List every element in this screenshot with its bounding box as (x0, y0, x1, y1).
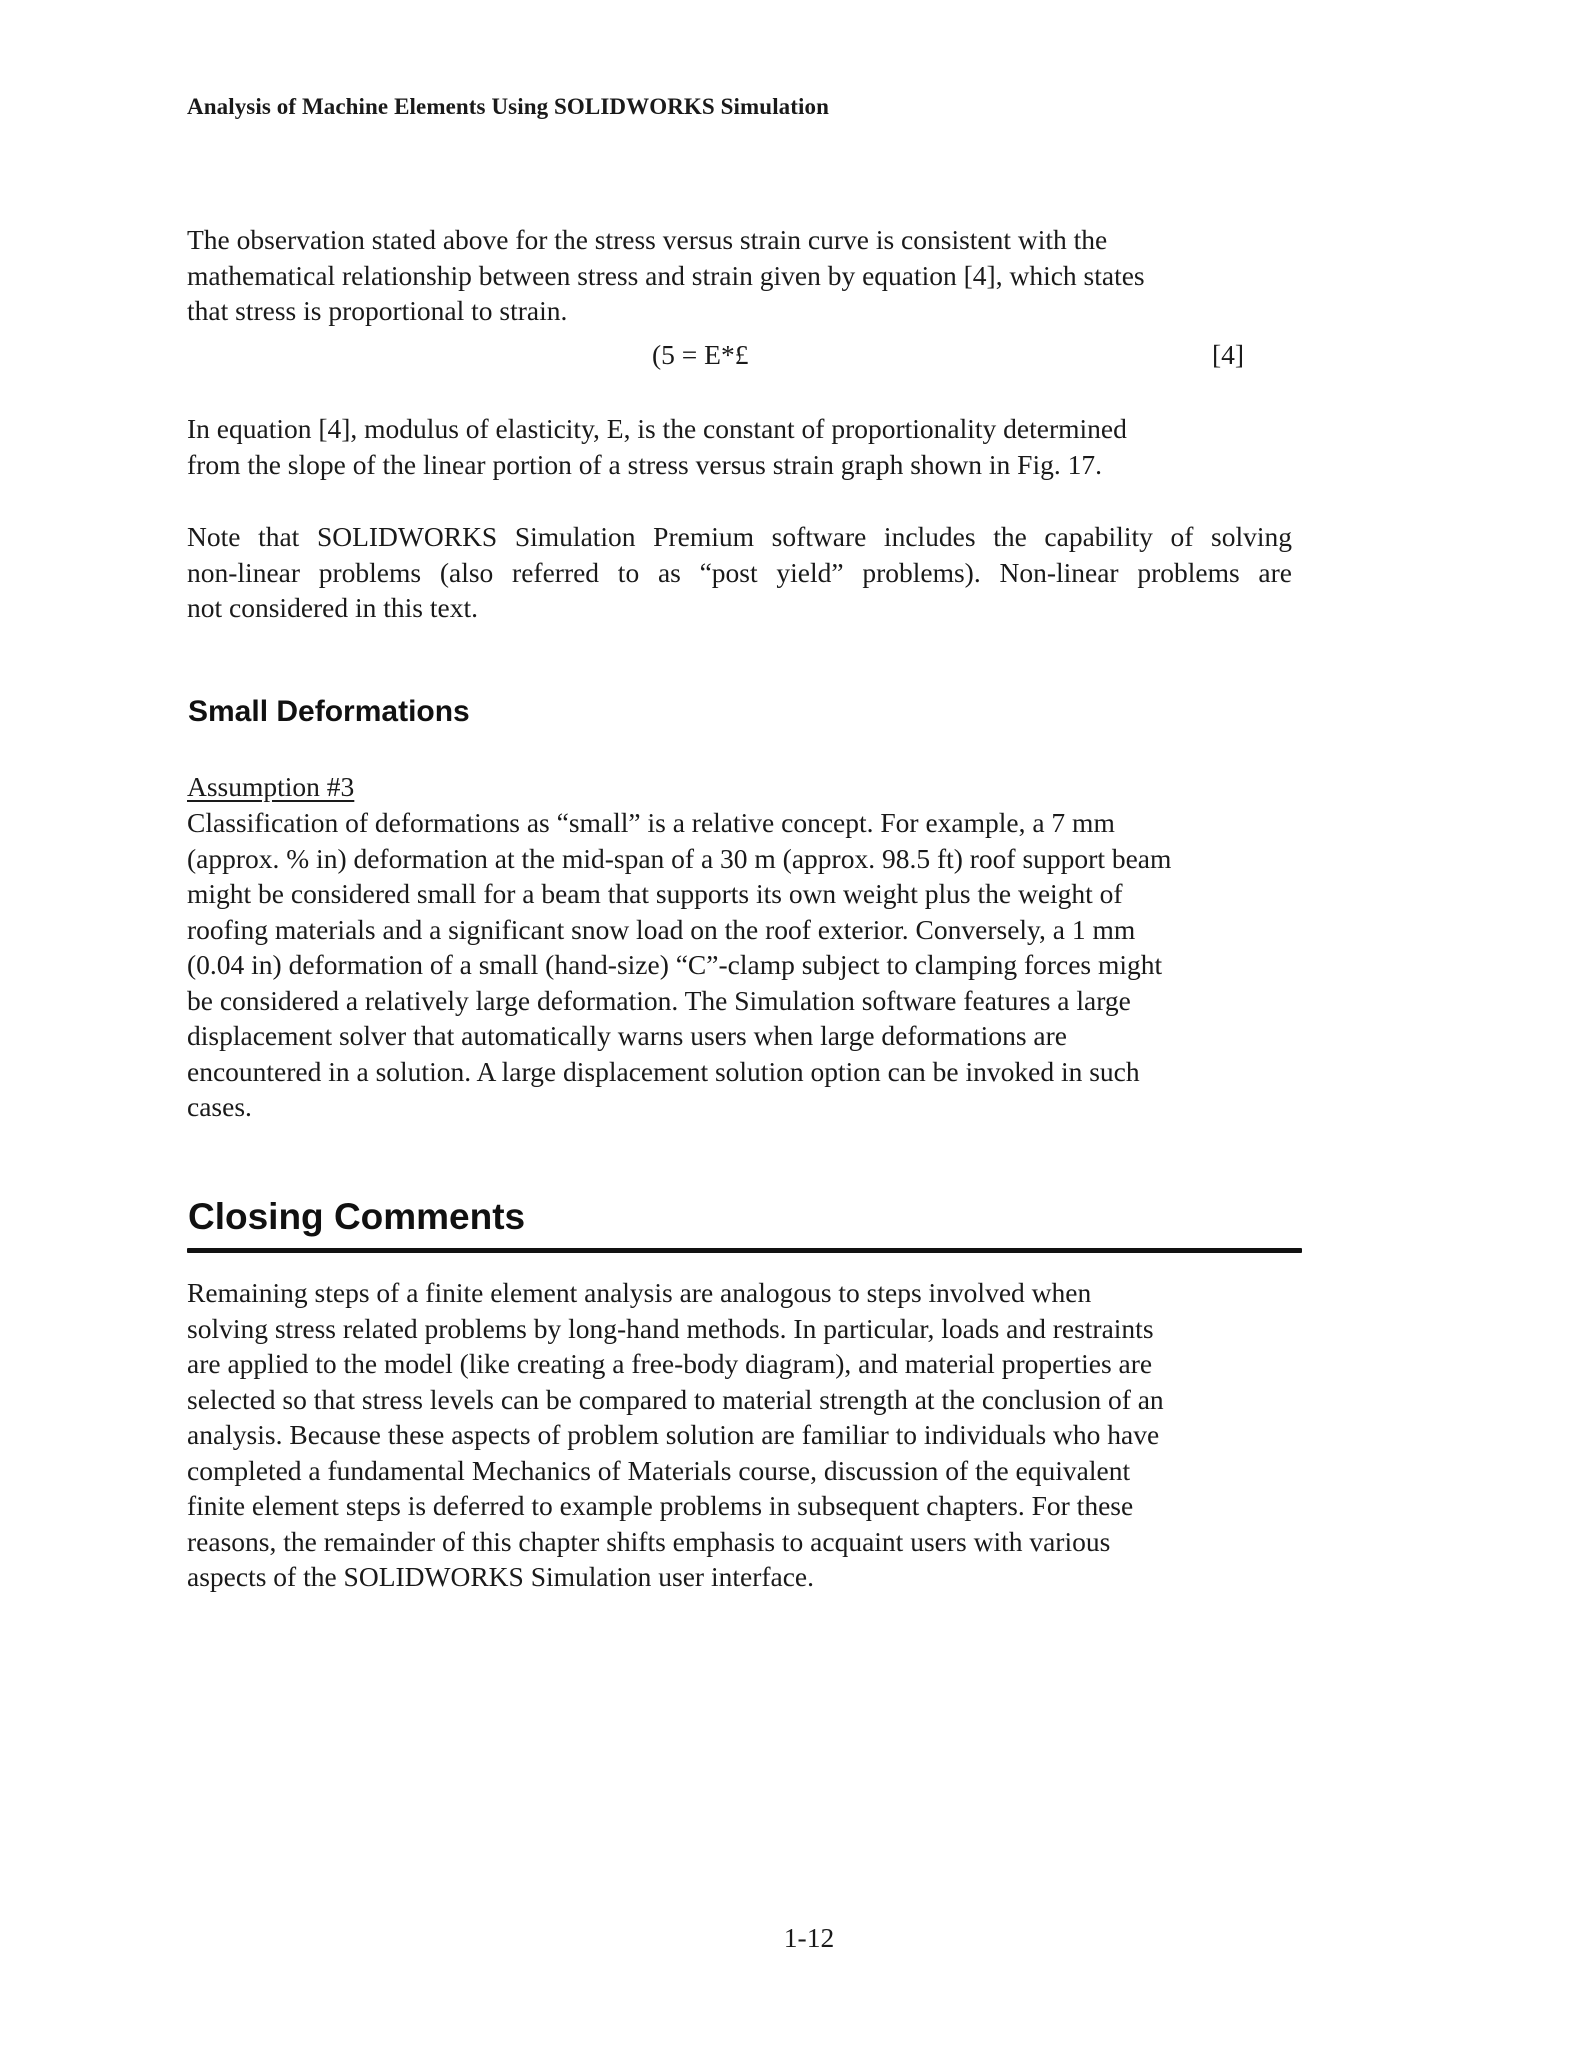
intro-paragraph (187, 222, 1145, 329)
paragraph-line: are applied to the model (like creating a free-body diagram), and material properties are (187, 1348, 1153, 1379)
paragraph-line: from the slope of the linear portion of a stress versus strain graph shown in Fig. 17. (187, 448, 1102, 480)
paragraph-line: Remaining steps of a finite element analysis are analogous to steps involved when (187, 1277, 1092, 1308)
paragraph-line: not considered in this text. (187, 592, 478, 623)
paragraph-line: non-linear problems (also referred to as “post yield” problems). Non-linear problems are (187, 556, 1292, 588)
paragraph-line: In equation [4], modulus of elasticity, E, is the constant of proportionality determined (187, 413, 1127, 444)
paragraph-line: reasons, the remainder of this chapter shifts emphasis to acquaint users with various (187, 1525, 1111, 1557)
paragraph-line: (approx. % in) deformation at the mid-span of a 30 m (approx. 98.5 ft) roof support beam (187, 842, 1172, 874)
closing-comments-paragraph (187, 1275, 1164, 1595)
equation-expression: (5 = E*£ (652, 339, 749, 370)
paragraph-line: might be considered small for a beam that supports its own weight plus the weight of (187, 878, 1123, 909)
section-heading-closing-comments: Closing Comments (188, 1196, 526, 1237)
page-number: 1-12 (783, 1922, 835, 1953)
paragraph-line: (0.04 in) deformation of a small (hand-size) “C”-clamp subject to clamping forces might (187, 949, 1163, 980)
modulus-paragraph (187, 411, 1127, 482)
note-paragraph (187, 519, 1292, 626)
paragraph-line: that stress is proportional to strain. (187, 295, 568, 326)
running-header: Analysis of Machine Elements Using SOLIDWORKS Simulation (187, 94, 830, 119)
paragraph-line: Note that SOLIDWORKS Simulation Premium software includes the capability of solving (187, 521, 1292, 552)
paragraph-line: selected so that stress levels can be compared to material strength at the conclusion of an (187, 1383, 1164, 1415)
paragraph-line: analysis. Because these aspects of problem solution are familiar to individuals who have (187, 1419, 1160, 1450)
paragraph-line: mathematical relationship between stress and strain given by equation [4], which states (187, 259, 1145, 291)
paragraph-line: The observation stated above for the stress versus strain curve is consistent with the (187, 224, 1108, 255)
paragraph-line: finite element steps is deferred to example problems in subsequent chapters. For these (187, 1490, 1134, 1521)
paragraph-line: solving stress related problems by long-hand methods. In particular, loads and restraints (187, 1312, 1154, 1344)
paragraph-line: aspects of the SOLIDWORKS Simulation user interface. (187, 1561, 815, 1592)
heading-rule-divider (187, 1248, 1302, 1253)
section-heading-small-deformations: Small Deformations (188, 695, 470, 728)
paragraph-line: completed a fundamental Mechanics of Materials course, discussion of the equivalent (187, 1454, 1131, 1486)
paragraph-line: Classification of deformations as “small” is a relative concept. For example, a 7 mm (187, 807, 1115, 838)
assumption-label: Assumption #3 (187, 771, 355, 802)
paragraph-line: cases. (187, 1091, 252, 1122)
small-deformations-paragraph (187, 805, 1171, 1125)
paragraph-line: roofing materials and a significant snow load on the roof exterior. Conversely, a 1 mm (187, 913, 1136, 945)
paragraph-line: be considered a relatively large deformation. The Simulation software features a large (187, 984, 1131, 1016)
paragraph-line: displacement solver that automatically warns users when large deformations are (187, 1020, 1067, 1051)
equation-number: [4] (1212, 339, 1245, 370)
paragraph-line: encountered in a solution. A large displacement solution option can be invoked in such (187, 1055, 1140, 1087)
